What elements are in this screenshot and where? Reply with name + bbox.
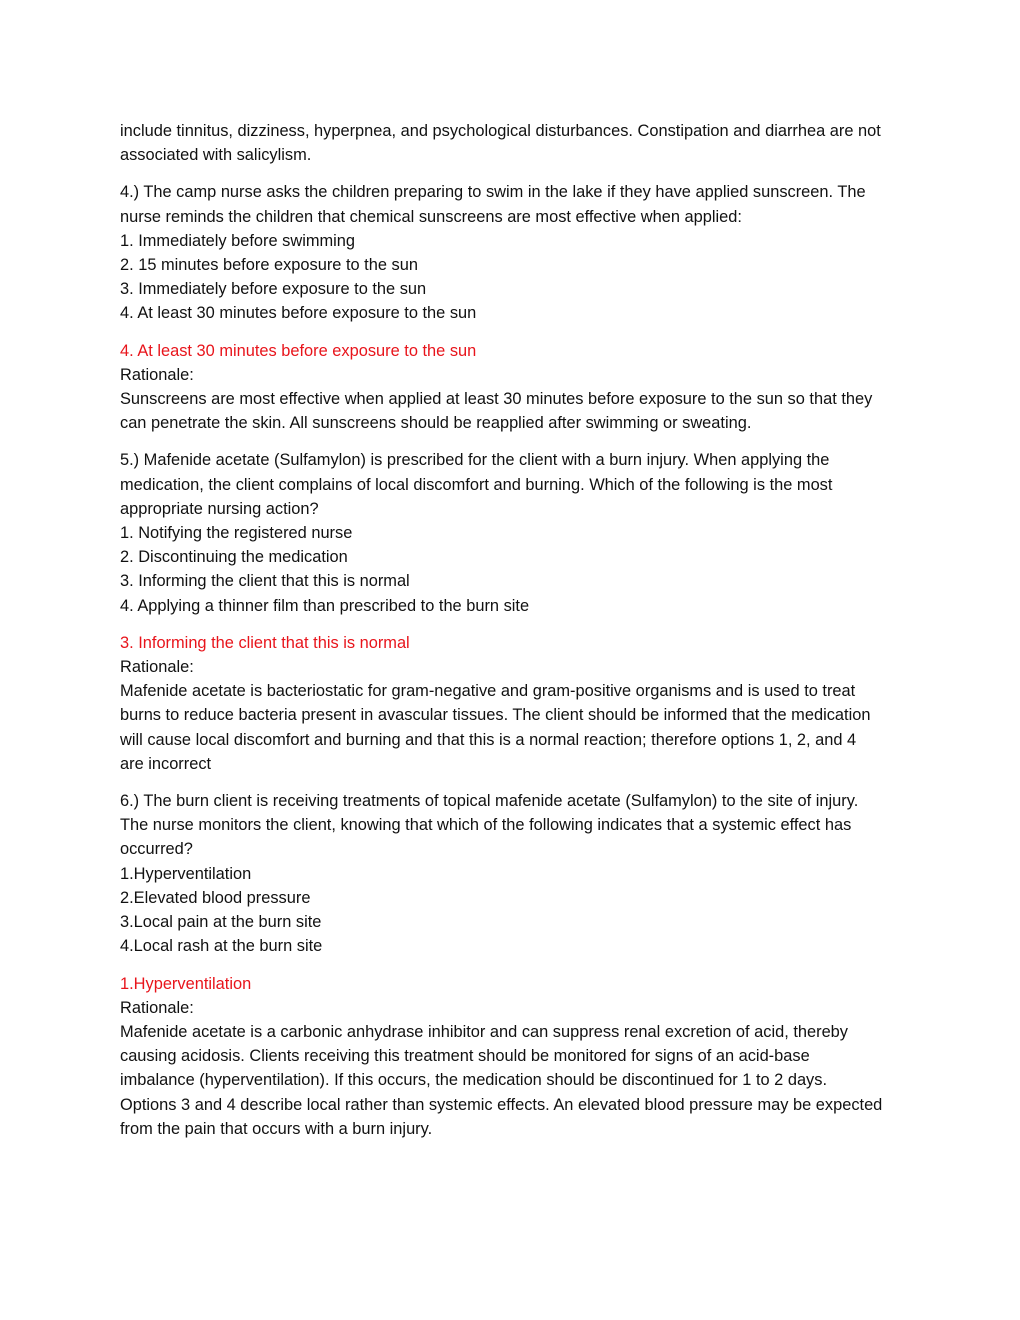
question-stem-line: occurred? [120, 840, 193, 859]
question-stem-line: 4.) The camp nurse asks the children preparing to swim in the lake if they have applied sunscreen. The [120, 183, 866, 202]
answer-block [120, 972, 910, 1141]
option-item: 3.Local pain at the burn site [120, 913, 322, 932]
option-item: 4. At least 30 minutes before exposure to the sun [120, 304, 477, 323]
option-item: 1. Immediately before swimming [120, 231, 356, 250]
option-item: 3. Immediately before exposure to the sun [120, 280, 427, 299]
option-item: 4. Applying a thinner film than prescribed to the burn site [120, 596, 530, 615]
rationale-line: from the pain that occurs with a burn injury. [120, 1119, 433, 1138]
rationale-line: are incorrect [120, 754, 212, 773]
question-stem-line: nurse reminds the children that chemical sunscreens are most effective when applied: [120, 207, 742, 226]
text-line: include tinnitus, dizziness, hyperpnea, and psychological disturbances. Constipation and diarrhea are not [120, 122, 881, 140]
rationale-label: Rationale: [120, 658, 194, 677]
text-line: associated with salicylism. [120, 146, 312, 165]
intro-paragraph [120, 119, 910, 167]
correct-answer: 3. Informing the client that this is normal [120, 633, 410, 652]
rationale-line: will cause local discomfort and burning and that this is a normal reaction; therefore options 1, 2, and 4 [120, 730, 857, 749]
question-stem-line: 5.) Mafenide acetate (Sulfamylon) is prescribed for the client with a burn injury. When applying the [120, 451, 830, 470]
question-stem-line: medication, the client complains of local discomfort and burning. Which of the following is the most [120, 475, 833, 494]
correct-answer: 4. At least 30 minutes before exposure to the sun [120, 341, 477, 360]
option-item: 1.Hyperventilation [120, 864, 252, 883]
document-page [120, 119, 910, 1154]
rationale-line: burns to reduce bacteria present in avascular tissues. The client should be informed that the medication [120, 706, 871, 725]
answer-block [120, 631, 910, 776]
rationale-line: Mafenide acetate is a carbonic anhydrase inhibitor and can suppress renal excretion of acid, thereby [120, 1022, 848, 1041]
rationale-line: imbalance (hyperventilation). If this occurs, the medication should be discontinued for 1 to 2 days. [120, 1071, 828, 1090]
question-block [120, 180, 910, 325]
rationale-line: Options 3 and 4 describe local rather than systemic effects. An elevated blood pressure may be expected [120, 1095, 883, 1114]
option-item: 2.Elevated blood pressure [120, 888, 311, 907]
option-item: 2. Discontinuing the medication [120, 548, 348, 567]
question-block [120, 448, 910, 617]
rationale-line: Sunscreens are most effective when applied at least 30 minutes before exposure to the sun so that they [120, 390, 873, 409]
option-item: 4.Local rash at the burn site [120, 937, 323, 956]
question-stem-line: 6.) The burn client is receiving treatments of topical mafenide acetate (Sulfamylon) to the site of injury. [120, 792, 859, 811]
option-item: 1. Notifying the registered nurse [120, 524, 353, 543]
rationale-line: causing acidosis. Clients receiving this treatment should be monitored for signs of an acid-base [120, 1047, 810, 1066]
option-item: 3. Informing the client that this is normal [120, 572, 410, 591]
question-block [120, 789, 910, 958]
rationale-label: Rationale: [120, 998, 194, 1017]
rationale-label: Rationale: [120, 365, 194, 384]
answer-block [120, 339, 910, 436]
rationale-line: can penetrate the skin. All sunscreens should be reapplied after swimming or sweating. [120, 414, 752, 433]
question-stem-line: appropriate nursing action? [120, 499, 319, 518]
rationale-line: Mafenide acetate is bacteriostatic for gram-negative and gram-positive organisms and is used to treat [120, 682, 856, 701]
question-stem-line: The nurse monitors the client, knowing that which of the following indicates that a systemic effect has [120, 816, 852, 835]
correct-answer: 1.Hyperventilation [120, 974, 252, 993]
option-item: 2. 15 minutes before exposure to the sun [120, 256, 418, 275]
